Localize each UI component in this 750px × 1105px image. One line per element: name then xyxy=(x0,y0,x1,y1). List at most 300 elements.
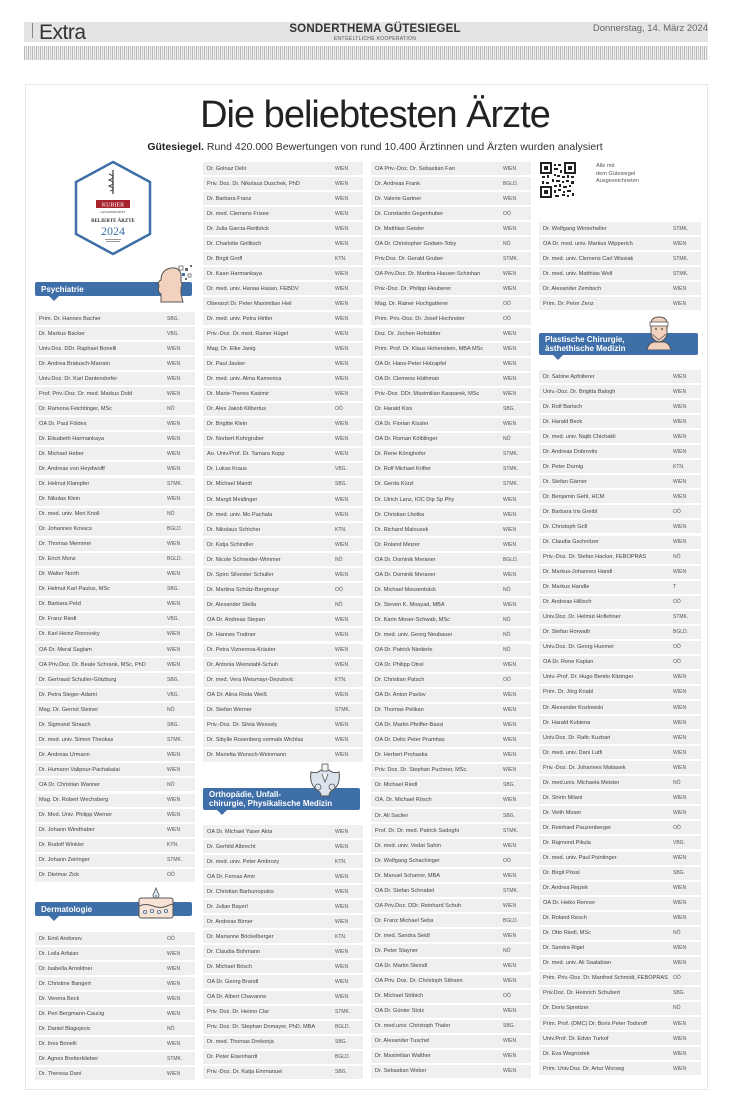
doctor-name: Dr. Med. Univ. Philipp Werner xyxy=(39,812,113,819)
doctor-name: Dr. med. univ. Matthias Wolf xyxy=(543,270,613,277)
doctor-row xyxy=(371,884,531,897)
doctor-name: Dr. Rajmond Pikula xyxy=(543,839,591,846)
svg-text:AUSGEZEICHNET: AUSGEZEICHNET xyxy=(100,210,126,214)
doctor-name: Dr. Michael Stöbich xyxy=(375,993,424,1000)
doctor-region: WIEN xyxy=(167,812,181,819)
doctor-row xyxy=(35,493,195,506)
doctor-region: SBG. xyxy=(673,990,685,997)
doctor-region: WIEN xyxy=(335,451,349,458)
doctor-region: OÖ xyxy=(503,993,511,1000)
doctor-row xyxy=(371,764,531,777)
doctor-region: WIEN xyxy=(167,827,181,834)
doctor-region: STMK. xyxy=(503,827,519,834)
doctor-region: WIEN xyxy=(503,1068,517,1075)
doctor-name: Dr. Birgit Groff xyxy=(207,255,243,262)
doctor-region: SBG. xyxy=(167,721,179,728)
doctor-name: Univ.Doz. Dr. Georg Huemer xyxy=(543,644,615,651)
doctor-row xyxy=(203,207,363,220)
doctor-row xyxy=(371,388,531,401)
doctor-row xyxy=(371,734,531,747)
doctor-name: OA Dr. Philipp Otrel xyxy=(375,662,424,669)
doctor-row xyxy=(203,1051,363,1064)
doctor-region: WIEN xyxy=(503,662,517,669)
doctor-region: WIEN xyxy=(335,903,349,910)
doctor-region: WIEN xyxy=(167,496,181,503)
doctor-region: WIEN xyxy=(167,435,181,442)
doctor-region: WIEN xyxy=(503,767,517,774)
doctor-row xyxy=(203,644,363,657)
doctor-region: STMK. xyxy=(503,451,519,458)
doctor-name: Dr. med. univ. Meri Knoll xyxy=(39,511,100,518)
doctor-name: Dr. Rolf Michael Krifter xyxy=(375,466,431,473)
doctor-row xyxy=(203,855,363,868)
column-psychiatrie xyxy=(35,312,195,884)
doctor-row xyxy=(371,478,531,491)
doctor-row xyxy=(539,942,701,955)
doctor-name: Ao. Univ.Prof. Dr. Tamara Kopp xyxy=(207,451,285,458)
doctor-region: WIEN xyxy=(503,692,517,699)
doctor-row xyxy=(539,596,701,609)
doctor-name: Univ.Doz. Dr. Karl Dantendorfer xyxy=(39,375,118,382)
doctor-row xyxy=(539,897,701,910)
doctor-name: Prim. Priv.-Doz. Dr. Manfred Schmidt, FEBOPRAS xyxy=(543,975,668,982)
doctor-row xyxy=(539,927,701,940)
doctor-name: Dr. Andreas Frank xyxy=(375,180,421,187)
doctor-region: WIEN xyxy=(335,361,349,368)
doctor-name: Dr. Veith Moser xyxy=(543,809,582,816)
doctor-name: Dr. Harald Beck xyxy=(543,418,583,425)
doctor-name: Dr. med. univ. Paul Pointinger xyxy=(543,855,617,861)
skin-icon xyxy=(136,884,176,920)
doctor-name: Dr. Roland Resch xyxy=(543,915,587,922)
doctor-region: STMK. xyxy=(167,481,183,488)
doctor-row xyxy=(35,1052,195,1065)
doctor-region: SBG. xyxy=(167,586,179,593)
doctor-row xyxy=(371,493,531,506)
doctor-name: Dr. med. univ. Clemens Carl Wissiak xyxy=(543,255,634,262)
doctor-row xyxy=(35,748,195,761)
doctor-name: OA Dr. Paul Földes xyxy=(39,420,87,427)
doctor-region: WIEN xyxy=(335,888,349,895)
doctor-row xyxy=(371,282,531,295)
doctor-name: Dr. Alexander Stella xyxy=(207,601,257,608)
doctor-region: STMK. xyxy=(503,255,519,262)
doctor-name: Dr. Petra Viznerova-Kräuter xyxy=(207,647,276,653)
doctor-name: Dr. Maximilian Walther xyxy=(375,1053,431,1060)
doctor-region: WIEN xyxy=(335,391,349,398)
doctor-name: Dr. Julia Garcia-Reitböck xyxy=(207,225,269,232)
doctor-name: OA Dr. Andreas Stepan xyxy=(207,616,265,623)
doctor-row xyxy=(371,959,531,972)
doctor-name: Dr. Walter North xyxy=(39,571,79,578)
doctor-region: NÖ xyxy=(503,586,511,593)
doctor-row xyxy=(35,538,195,551)
doctor-row xyxy=(371,869,531,882)
doctor-name: OA Dr. Roman Kölblinger xyxy=(375,436,438,443)
doctor-row xyxy=(35,824,195,837)
doctor-region: NÖ xyxy=(167,405,175,412)
doctor-name: Priv. Doz. Dr. Heimo Clar xyxy=(207,1009,270,1016)
subtitle-text: Rund 420.000 Bewertungen von rund 10.400 Ärztinnen und Ärzten wurden analysiert xyxy=(206,141,603,153)
doctor-row xyxy=(35,432,195,445)
doctor-region: NÖ xyxy=(503,240,511,247)
doctor-row xyxy=(371,749,531,762)
doctor-name: OA Dr. Dominik Meraner xyxy=(375,556,436,563)
doctor-region: OÖ xyxy=(673,824,681,831)
doctor-name: OA Dr. Patrick Niederle xyxy=(375,647,433,653)
doctor-row xyxy=(203,930,363,943)
doctor-region: WIEN xyxy=(503,285,517,292)
doctor-region: WIEN xyxy=(335,828,349,835)
doctor-row xyxy=(371,975,531,988)
doctor-row xyxy=(203,237,363,250)
doctor-region: WIEN xyxy=(167,751,181,758)
doctor-row xyxy=(539,566,701,579)
doctor-row xyxy=(371,779,531,792)
doctor-row xyxy=(203,312,363,325)
topic-subtitle: ENTGELTLICHE KOOPERATION xyxy=(333,36,417,42)
doctor-region: WIEN xyxy=(673,915,687,922)
doctor-row xyxy=(371,433,531,446)
badge-hexagon-icon xyxy=(73,160,153,256)
doctor-region: WIEN xyxy=(503,932,517,939)
qr-code[interactable] xyxy=(540,162,576,198)
svg-text:2024: 2024 xyxy=(101,224,125,238)
doctor-name: OA Dr. Stefan Schnabel xyxy=(375,887,435,894)
doctor-name: OA Priv.Doz. DDr. Reinhard Schuh xyxy=(375,902,462,909)
doctor-region: WIEN xyxy=(503,872,517,879)
doctor-region: WIEN xyxy=(503,978,517,985)
doctor-row xyxy=(539,400,701,413)
doctor-region: OÖ xyxy=(673,644,681,651)
doctor-row xyxy=(203,433,363,446)
doctor-name: Dr. Andreas Urmann xyxy=(39,751,90,758)
doctor-name: Dr. Kaan Harmankaya xyxy=(207,270,263,277)
doctor-row xyxy=(35,508,195,521)
doctor-row xyxy=(371,538,531,551)
doctor-row xyxy=(539,656,701,669)
doctor-region: OÖ xyxy=(335,586,343,593)
doctor-region: WIEN xyxy=(335,616,349,623)
doctor-region: WIEN xyxy=(167,1070,181,1077)
column-plastische xyxy=(539,370,701,1077)
doctor-region: WIEN xyxy=(673,539,687,546)
kicker: Gütesiegel. xyxy=(147,141,204,153)
doctor-region: WIEN xyxy=(335,436,349,443)
doctor-region: WIEN xyxy=(673,674,687,681)
page-title: Die beliebtesten Ärzte xyxy=(200,94,550,136)
doctor-name: Priv.-Doz. Dr. Silvia Wessely xyxy=(207,722,278,729)
doctor-row xyxy=(539,701,701,714)
doctor-region: OÖ xyxy=(167,935,175,942)
doctor-row xyxy=(539,1047,701,1060)
doctor-row xyxy=(539,222,701,235)
doctor-name: Dr. Alexander Zembsch xyxy=(543,285,602,292)
section-name: Extra xyxy=(39,21,86,44)
doctor-name: Dr. Andreas Hillisch xyxy=(543,599,592,606)
doctor-name: Dr. Karin Moser-Schwab, MSc xyxy=(375,616,450,623)
doctor-region: WIEN xyxy=(673,945,687,952)
doctor-name: Dr. Elisabeth Harmankaya xyxy=(39,435,104,442)
doctor-name: Dr. med. univ. Peter Ambrozy xyxy=(207,858,280,865)
doctor-name: Dr. Doris Spreitzer xyxy=(543,1005,589,1012)
doctor-row xyxy=(539,776,701,789)
doctor-name: Mag. Dr. Elke Janig xyxy=(207,346,256,353)
doctor-name: Dr. Gertraud Schuller-Götzburg xyxy=(39,676,117,683)
doctor-region: WIEN xyxy=(335,225,349,232)
doctor-name: Dr. Sigmund Straach xyxy=(39,721,91,728)
doctor-row xyxy=(539,581,701,594)
doctor-row xyxy=(371,568,531,581)
doctor-region: WIEN xyxy=(167,980,181,987)
doctor-row xyxy=(371,297,531,310)
doctor-name: OA Dr. Clemens Hüthmair xyxy=(375,376,440,383)
doctor-name: Dr. Peter Stayner xyxy=(375,947,418,954)
doctor-region: WIEN xyxy=(335,210,349,217)
doctor-region: SBG. xyxy=(673,870,685,877)
doctor-name: Dr. Rolf Bartsch xyxy=(543,403,583,410)
doctor-region: STMK. xyxy=(167,1055,183,1062)
doctor-region: WIEN xyxy=(503,1008,517,1015)
doctor-region: VBG. xyxy=(167,330,179,337)
doctor-name: Dr. Herbert Prohaska xyxy=(375,752,428,759)
doctor-name: Dr. Reinhard Pauzenberger xyxy=(543,824,612,831)
doctor-name: Dr. med. univ. Ali Saalabian xyxy=(543,960,611,967)
doctor-name: Dr. Martina Schütz-Bergmayr xyxy=(207,586,280,593)
doctor-region: WIEN xyxy=(335,994,349,1001)
doctor-name: Mag. Dr. Gernot Steiner xyxy=(39,706,99,713)
doctor-name: Dr. Steven K. Moayad, MBA xyxy=(375,601,445,608)
doctor-region: WIEN xyxy=(335,195,349,202)
doctor-region: WIEN xyxy=(673,433,687,440)
doctor-row xyxy=(371,598,531,611)
doctor-region: STMK. xyxy=(673,270,689,277)
doctor-name: Dr. Katja Schindler xyxy=(207,541,254,548)
doctor-name: Dr. Manuel Scharrer, MBA xyxy=(375,872,440,879)
doctor-name: Mag. Dr. Rainer Hochgatterer xyxy=(375,300,449,307)
doctor-row xyxy=(203,523,363,536)
doctor-row xyxy=(371,1035,531,1048)
doctor-row xyxy=(203,388,363,401)
doctor-region: WIEN xyxy=(335,647,349,653)
doctor-region: WIEN xyxy=(335,180,349,187)
doctor-name: Prim. Univ.Doz. Dr. Artur Worseg xyxy=(543,1065,625,1072)
doctor-row xyxy=(539,836,701,849)
svg-text:KURIER: KURIER xyxy=(101,202,125,209)
doctor-region: BGLD. xyxy=(335,1054,351,1061)
doctor-row xyxy=(203,192,363,205)
doctor-region: WIEN xyxy=(167,646,181,653)
doctor-region: WIEN xyxy=(503,421,517,428)
doctor-row xyxy=(203,674,363,687)
doctor-region: WIEN xyxy=(335,421,349,428)
doctor-row xyxy=(35,402,195,415)
doctor-row xyxy=(35,733,195,746)
topic-title: SONDERTHEMA GÜTESIEGEL xyxy=(289,23,461,35)
doctor-name: Dr. Charlotte Grillitsch xyxy=(207,240,262,247)
section-header-psychiatrie: Psychiatrie xyxy=(35,282,192,296)
doctor-name: Dr. med. Thomas Drekonja xyxy=(207,1039,274,1046)
column-orthopaedie-4 xyxy=(539,222,701,312)
doctor-region: WIEN xyxy=(335,315,349,322)
doctor-region: WIEN xyxy=(167,541,181,548)
doctor-region: KTN. xyxy=(335,933,347,940)
doctor-region: BGLD. xyxy=(673,629,689,636)
doctor-row xyxy=(35,688,195,701)
doctor-region: WIEN xyxy=(673,734,687,741)
doctor-region: STMK. xyxy=(673,225,689,232)
doctor-row xyxy=(539,641,701,654)
doctor-row xyxy=(203,991,363,1004)
doctor-row xyxy=(371,373,531,386)
doctor-region: WIEN xyxy=(335,843,349,850)
doctor-region: OÖ xyxy=(503,677,511,684)
doctor-row xyxy=(539,671,701,684)
doctor-region: SBG. xyxy=(167,315,179,322)
doctor-name: Dr. med. Sandra Seidl xyxy=(375,932,430,939)
doctor-name: Priv.-Doz. Dr. med. Rainer Hügel xyxy=(207,331,289,338)
qr-code-icon xyxy=(540,162,576,198)
doctor-name: Dr. Benjamin Gehl, HCM xyxy=(543,493,605,500)
doctor-row xyxy=(35,568,195,581)
doctor-region: WIEN xyxy=(673,704,687,711)
doctor-region: WIEN xyxy=(503,376,517,383)
doctor-region: WIEN xyxy=(503,526,517,533)
doctor-region: WIEN xyxy=(673,493,687,500)
doctor-row xyxy=(35,658,195,671)
doctor-row xyxy=(35,357,195,370)
doctor-name: Dr. Barbara Franz xyxy=(207,195,252,202)
doctor-row xyxy=(539,987,701,1000)
doctor-region: WIEN xyxy=(673,749,687,756)
doctor-region: WIEN xyxy=(673,689,687,696)
doctor-region: WIEN xyxy=(335,285,349,292)
doctor-region: VBG. xyxy=(167,691,179,698)
doctor-name: OA Dr. Heiko Renner xyxy=(543,900,596,907)
doctor-name: Priv. Doz. Dr. Stephan Puchner, MSc. xyxy=(375,767,468,774)
doctor-name: Dr. Michael Bösch xyxy=(207,963,253,970)
doctor-row xyxy=(203,463,363,476)
doctor-row xyxy=(539,415,701,428)
doctor-region: OÖ xyxy=(503,210,511,217)
doctor-row xyxy=(371,899,531,912)
doctor-region: WIEN xyxy=(503,165,517,172)
doctor-row xyxy=(539,882,701,895)
doctor-name: Dr. Christine Bangert xyxy=(39,980,91,987)
doctor-name: Univ.Doz. Dr. Helmut Hoflehner xyxy=(543,614,621,621)
doctor-name: OA Dr. Günter Stolz xyxy=(375,1008,425,1015)
doctor-row xyxy=(203,508,363,521)
doctor-row xyxy=(203,598,363,611)
doctor-region: WIEN xyxy=(167,965,181,972)
doctor-name: Dr. Wolfgang Winterheller xyxy=(543,225,607,232)
doctor-name: Dr. Nikolas Klein xyxy=(39,496,81,503)
doctor-region: WIEN xyxy=(335,722,349,729)
doctor-name: Dr. Markus-Johannes Handl xyxy=(543,569,613,576)
doctor-region: WIEN xyxy=(335,496,349,503)
doctor-row xyxy=(35,778,195,791)
doctor-row xyxy=(371,794,531,807)
doctor-row xyxy=(35,462,195,475)
doctor-row xyxy=(539,957,701,970)
doctor-region: WIEN xyxy=(673,809,687,816)
doctor-region: WIEN xyxy=(167,375,181,382)
doctor-row xyxy=(35,1022,195,1035)
doctor-name: Dr. Brigitte Klein xyxy=(207,421,248,428)
doctor-name: Mag. Dr. Robert Wechsberg xyxy=(39,797,109,803)
doctor-name: Dr. Leila Arfaian xyxy=(39,950,79,957)
doctor-row xyxy=(371,689,531,702)
face-bandage-icon xyxy=(643,314,675,350)
doctor-region: WIEN xyxy=(503,902,517,909)
doctor-name: OA Priv.-Doz. Dr. Sebastian Farr xyxy=(375,165,456,172)
doctor-row xyxy=(371,704,531,717)
doctor-row xyxy=(539,1002,701,1015)
doctor-row xyxy=(539,385,701,398)
doctor-region: STMK. xyxy=(335,707,351,714)
doctor-name: Dr. Michael Heber xyxy=(39,450,84,457)
doctor-region: WIEN xyxy=(335,270,349,277)
doctor-region: OÖ xyxy=(673,975,681,982)
doctor-row xyxy=(203,960,363,973)
doctor-name: Dr. Wolfgang Schachinger xyxy=(375,857,440,864)
doctor-name: OA. Dr. Michael Rösch xyxy=(375,797,432,804)
doctor-region: WIEN xyxy=(503,707,517,714)
doctor-row xyxy=(371,358,531,371)
doctor-region: WIEN xyxy=(503,195,517,202)
doctor-row xyxy=(35,932,195,945)
doctor-name: Dr. med. univ. Petra Hirtler xyxy=(207,315,273,322)
doctor-name: Dr. Peter Durnig xyxy=(543,463,584,470)
doctor-row xyxy=(539,460,701,473)
doctor-name: Dr. med.univ. Michaela Meister xyxy=(543,779,620,786)
doctor-row xyxy=(203,583,363,596)
doctor-row xyxy=(35,628,195,641)
doctor-row xyxy=(203,403,363,416)
doctor-row xyxy=(35,703,195,716)
doctor-name: Dr. Golnaz Delir xyxy=(207,165,247,172)
doctor-row xyxy=(371,403,531,416)
doctor-name: Dr. Rene Könighofer xyxy=(375,451,426,458)
doctor-name: Doz. Dr. Jochen Hofstätter xyxy=(375,331,441,338)
doctor-name: Dr. Ali Saclier xyxy=(375,812,409,819)
doctor-name: Dr. Antonia Weinstabl-Schuh xyxy=(207,662,279,669)
doctor-row xyxy=(35,372,195,385)
doctor-row xyxy=(371,944,531,957)
doctor-row xyxy=(203,568,363,581)
doctor-name: Dr. Franz Michael Seba xyxy=(375,917,434,924)
doctor-region: WIEN xyxy=(673,569,687,576)
doctor-row xyxy=(539,267,701,280)
doctor-region: WIEN xyxy=(673,1020,687,1027)
doctor-name: Dr. Peri Bergmann-Caucig xyxy=(39,1010,105,1017)
doctor-name: Dr. Alexander Kozlowski xyxy=(543,704,604,711)
doctor-name: Dr. Sebastian Weber xyxy=(375,1068,427,1075)
doctor-row xyxy=(539,237,701,250)
doctor-name: Dr. Ramona Feichtinger, MSc xyxy=(39,405,113,412)
decorative-stripes xyxy=(24,46,708,60)
doctor-region: BGLD. xyxy=(167,556,183,563)
doctor-region: T xyxy=(673,584,677,591)
doctor-region: STMK. xyxy=(503,481,519,488)
doctor-row xyxy=(539,282,701,295)
doctor-region: KTN. xyxy=(335,255,347,262)
doctor-region: SBG. xyxy=(335,1069,347,1076)
doctor-name: Priv.Doz. Dr. Heinrich Schubert xyxy=(543,990,620,997)
doctor-name: Dr. Otto Riedl, MSc xyxy=(543,930,591,937)
doctor-region: NÖ xyxy=(673,930,681,937)
doctor-row xyxy=(35,523,195,536)
